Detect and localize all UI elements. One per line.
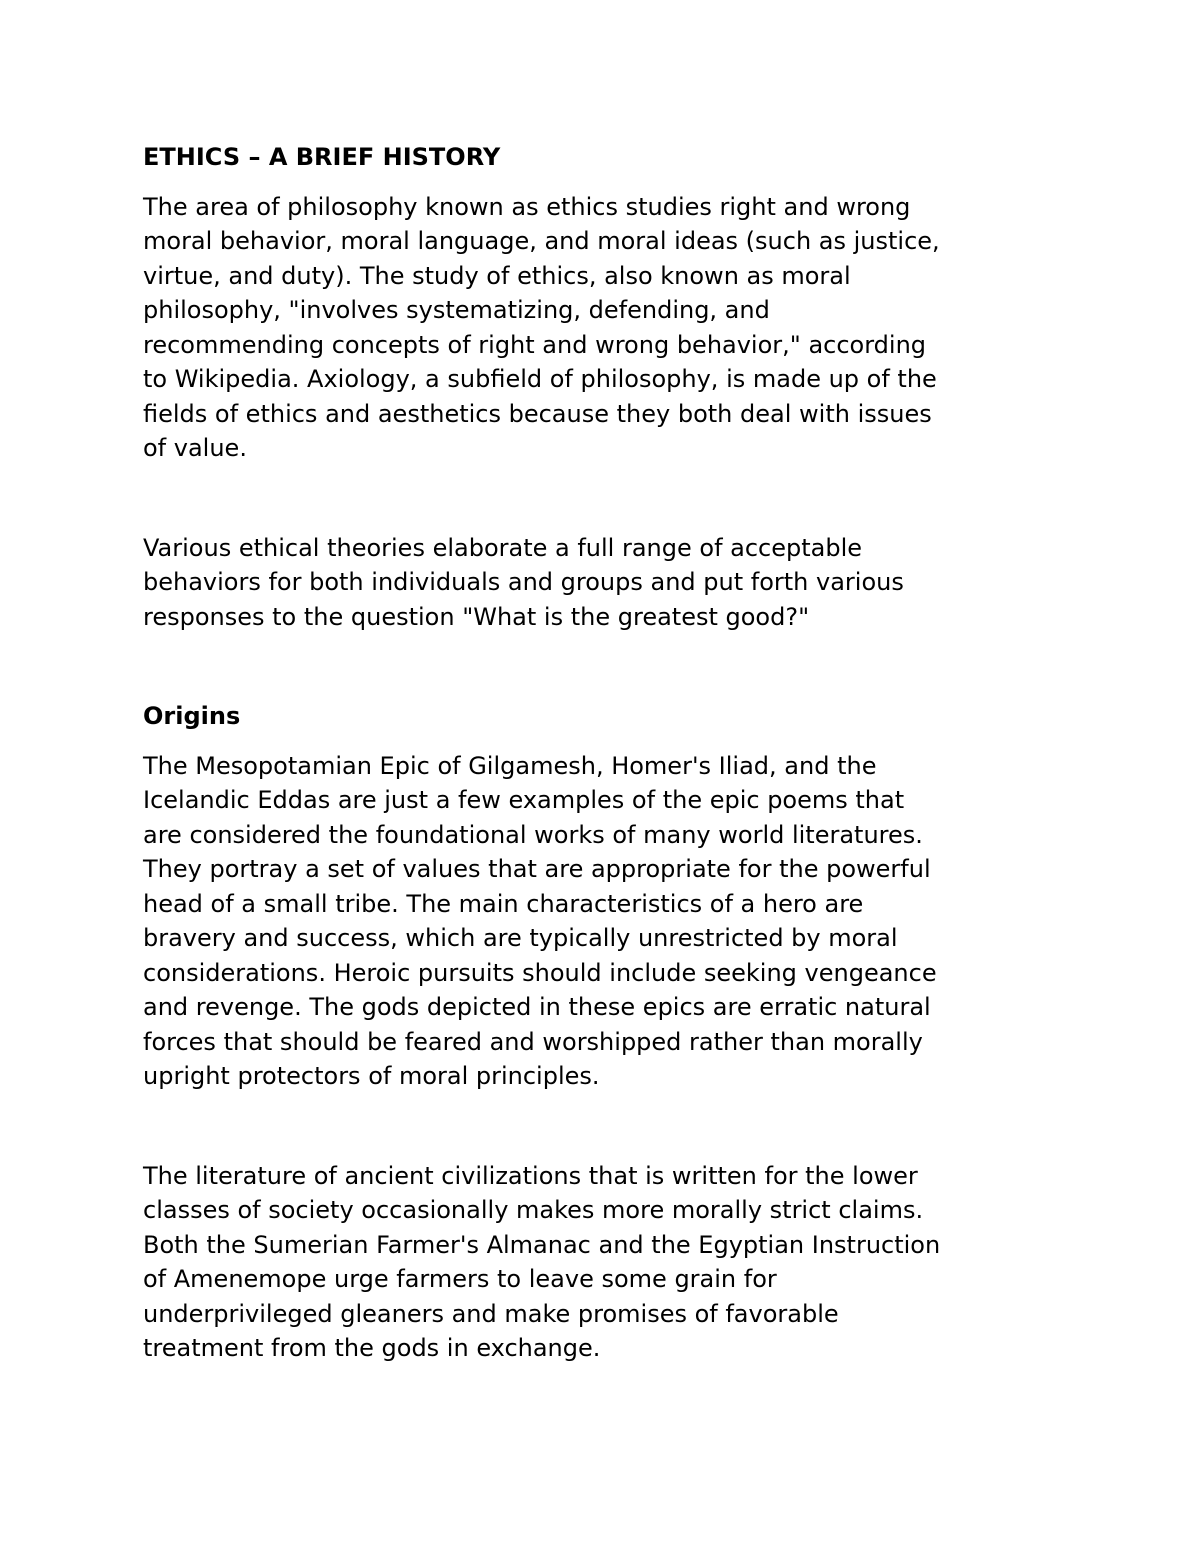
intro-line: moral behavior, moral language, and moral ideas (such as justice, xyxy=(143,227,940,255)
theories-paragraph xyxy=(143,531,1073,635)
literature-line: of Amenemope urge farmers to leave some grain for xyxy=(143,1265,777,1293)
origins-line: upright protectors of moral principles. xyxy=(143,1062,600,1090)
origins-line: head of a small tribe. The main characteristics of a hero are xyxy=(143,889,864,918)
origins-line: forces that should be feared and worshipped rather than morally xyxy=(143,1027,923,1056)
literature-line: treatment from the gods in exchange. xyxy=(143,1334,601,1362)
origins-line: The Mesopotamian Epic of Gilgamesh, Homer's Iliad, and the xyxy=(143,751,877,780)
origins-paragraph xyxy=(143,749,1073,1094)
theories-line: responses to the question "What is the greatest good?" xyxy=(143,602,810,631)
intro-paragraph xyxy=(143,190,1073,466)
origins-line: and revenge. The gods depicted in these epics are erratic natural xyxy=(143,993,931,1021)
origins-heading: Origins xyxy=(143,702,241,730)
literature-line: classes of society occasionally makes more morally strict claims. xyxy=(143,1196,924,1224)
intro-line: fields of ethics and aesthetics because they both deal with issues xyxy=(143,399,932,428)
document-body xyxy=(143,140,1073,1366)
origins-line: are considered the foundational works of many world literatures. xyxy=(143,820,923,849)
literature-line: The literature of ancient civilizations that is written for the lower xyxy=(143,1161,918,1190)
intro-line: philosophy, "involves systematizing, defending, and xyxy=(143,296,770,324)
document-title: ETHICS – A BRIEF HISTORY xyxy=(143,143,501,171)
intro-line: The area of philosophy known as ethics studies right and wrong xyxy=(143,192,911,221)
literature-line: underprivileged gleaners and make promises of favorable xyxy=(143,1299,839,1328)
theories-line: behaviors for both individuals and groups and put forth various xyxy=(143,568,904,596)
origins-line: Icelandic Eddas are just a few examples of the epic poems that xyxy=(143,786,905,814)
origins-line: considerations. Heroic pursuits should include seeking vengeance xyxy=(143,958,937,987)
intro-line: virtue, and duty). The study of ethics, also known as moral xyxy=(143,261,851,290)
literature-line: Both the Sumerian Farmer's Almanac and the Egyptian Instruction xyxy=(143,1230,941,1259)
intro-line: of value. xyxy=(143,434,247,462)
theories-line: Various ethical theories elaborate a full range of acceptable xyxy=(143,533,863,562)
origins-line: bravery and success, which are typically unrestricted by moral xyxy=(143,924,898,952)
intro-line: to Wikipedia. Axiology, a subfield of philosophy, is made up of the xyxy=(143,365,937,393)
intro-line: recommending concepts of right and wrong behavior," according xyxy=(143,330,927,359)
origins-line: They portray a set of values that are appropriate for the powerful xyxy=(143,855,931,883)
literature-paragraph xyxy=(143,1159,1073,1366)
